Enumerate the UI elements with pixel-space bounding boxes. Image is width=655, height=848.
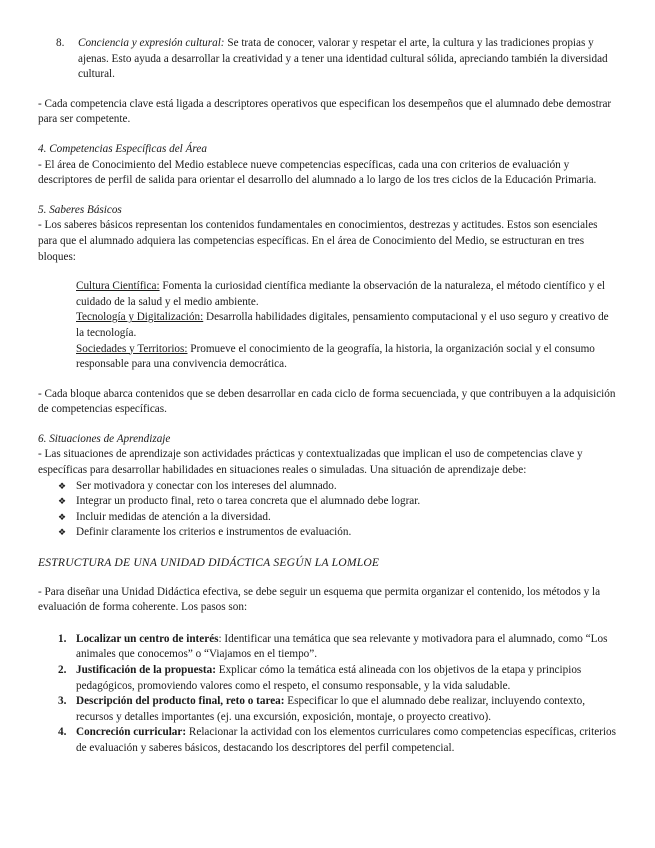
heading-saberes-basicos: 5. Saberes Básicos [38, 203, 122, 216]
step-text: : Identificar una temática que sea relevante y motivadora para el alumnado, como “Los animales que conocemos” o “Viajamos en el tiempo”. [76, 632, 608, 661]
diamond-bullet-icon: ❖ [58, 511, 67, 522]
step-item [38, 663, 616, 694]
step-item [38, 632, 616, 663]
item-title: Conciencia y expresión cultural: [78, 37, 225, 49]
step-title: Descripción del producto final, reto o tarea: [76, 695, 285, 708]
block-text: Fomenta la curiosidad científica mediante la observación de la naturaleza, el método científico y el cuidado de la salud y el medio ambiente. [76, 280, 606, 308]
paragraph-competencias-especificas: - El área de Conocimiento del Medio establece nueve competencias específicas, cada una con criterios de evaluación y descriptores de perfil de salida para orientar el desarrollo del alumnado a lo largo de los tres ciclos de la Educación Primaria. [38, 158, 597, 187]
block-item [76, 310, 616, 341]
step-number: 4. [58, 726, 67, 739]
diamond-bullet-icon: ❖ [58, 496, 67, 507]
document-page [38, 36, 616, 757]
paragraph-descriptors: - Cada competencia clave está ligada a descriptores operativos que especifican los desempeños que el alumnado debe demostrar para ser competente. [38, 97, 612, 126]
block-title: Cultura Científica: [76, 280, 160, 293]
step-number: 1. [58, 632, 67, 645]
block-text: Promueve el conocimiento de la geografía, la historia, la organización social y el consumo responsable para una convivencia democrática. [76, 342, 595, 371]
block-title: Sociedades y Territorios: [76, 342, 188, 355]
list-item: ❖ Integrar un producto final, reto o tarea concreta que el alumnado debe lograr. [38, 494, 616, 510]
list-item: ❖ Ser motivadora y conectar con los intereses del alumnado. [38, 479, 616, 495]
list-item: ❖ Definir claramente los criterios e instrumentos de evaluación. [38, 525, 616, 541]
step-text: Especificar lo que el alumnado debe realizar, incluyendo contexto, recursos y detalles importantes (ej. una excursión, exposición, montaje, o proyecto creativo). [76, 695, 586, 723]
heading-competencias-especificas: 4. Competencias Específicas del Área [38, 142, 207, 155]
step-title: Localizar un centro de interés [76, 632, 219, 645]
block-title: Tecnología y Digitalización: [76, 311, 204, 324]
saberes-blocks [38, 279, 616, 373]
diamond-bullet-icon: ❖ [58, 480, 67, 491]
step-number: 2. [58, 664, 67, 676]
diamond-bullet-icon: ❖ [58, 527, 67, 538]
bullet-list [38, 479, 616, 541]
step-item [38, 725, 616, 756]
paragraph-intro-estructura: - Para diseñar una Unidad Didáctica efectiva, se debe seguir un esquema que permita organizar el contenido, los métodos y la evaluación de forma coherente. Los pasos son: [38, 585, 601, 614]
step-title: Concreción curricular: [76, 726, 187, 739]
item-text: Se trata de conocer, valorar y respetar el arte, la cultura y las tradiciones propias y ajenas. Esto ayuda a desarrollar la creatividad y a tener una identidad cultural sólida, apreciando también la diversidad cultural. [78, 37, 608, 81]
block-item [76, 342, 616, 373]
paragraph-saberes-basicos: - Los saberes básicos representan los contenidos fundamentales en conocimientos, destrezas y actitudes. Estos son esenciales para que el alumnado adquiera las competencias específicas. En el área de Conocimiento del Medio, se estructuran en tres bloques: [38, 219, 598, 263]
paragraph-situaciones: - Las situaciones de aprendizaje son actividades prácticas y contextualizadas que implican el uso de competencias clave y específicas para desarrollar habilidades en situaciones reales o simuladas. Una situación de aprendizaje debe: [38, 448, 583, 477]
list-item: ❖ Incluir medidas de atención a la diversidad. [38, 510, 616, 526]
paragraph-bloques: - Cada bloque abarca contenidos que se deben desarrollar en cada ciclo de forma secuenciada, y que contribuyen a la adquisición de competencias específicas. [38, 387, 616, 416]
list-number: 8. [56, 37, 65, 49]
step-text: Relacionar la actividad con los elementos curriculares como competencias específicas, criterios de evaluación y saberes básicos, destacando los descriptores del perfil competencial. [76, 726, 617, 754]
step-title: Justificación de la propuesta: [76, 664, 216, 676]
block-text: Desarrolla habilidades digitales, pensamiento computacional y el uso seguro y creativo de la tecnología. [76, 311, 609, 339]
heading-situaciones-aprendizaje: 6. Situaciones de Aprendizaje [38, 432, 171, 445]
step-number: 3. [58, 695, 67, 708]
step-item [38, 694, 616, 725]
block-item [76, 279, 616, 310]
list-item-8 [38, 36, 616, 83]
numbered-steps [38, 632, 616, 757]
section-title-estructura: ESTRUCTURA DE UNA UNIDAD DIDÁCTICA SEGÚN LA LOMLOE [38, 556, 380, 570]
step-text: Explicar cómo la temática está alineada con los objetivos de la etapa y principios pedagógicos, promoviendo valores como el respeto, el consumo responsable, y la vida saludable. [76, 664, 582, 692]
